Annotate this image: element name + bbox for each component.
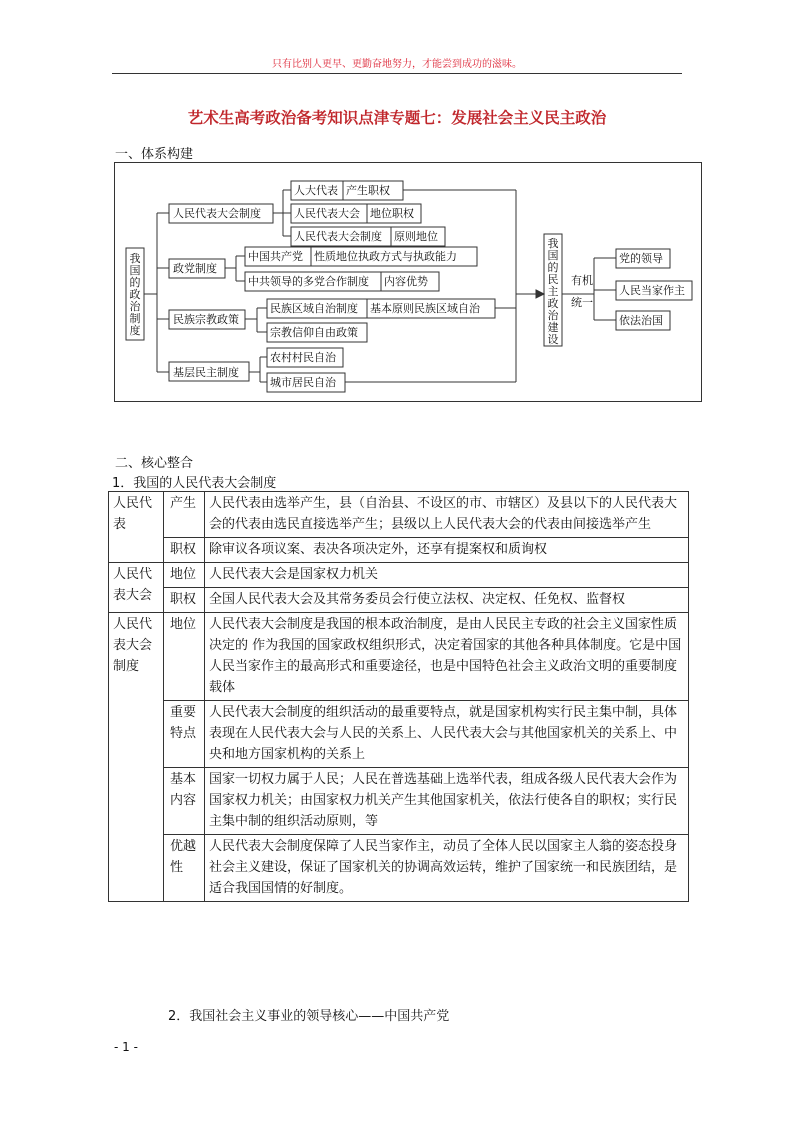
table-row xyxy=(109,835,689,902)
table-cell-aspect: 职权 xyxy=(164,588,205,613)
table-row xyxy=(109,538,689,563)
table-cell-aspect: 产生 xyxy=(164,492,205,538)
node-multiparty: 中共领导的多党合作制度 xyxy=(248,275,369,288)
table-cell-aspect: 优越性 xyxy=(164,835,205,902)
branch-ethnic-religion: 民族宗教政策 xyxy=(173,313,239,326)
table-cell-group: 人民代表 xyxy=(109,492,164,563)
root-char: 我 xyxy=(129,252,141,265)
table-cell-aspect: 基本内容 xyxy=(164,768,205,835)
center-char: 的 xyxy=(547,261,559,274)
table-cell-aspect: 地位 xyxy=(164,613,205,701)
root-char: 制 xyxy=(129,312,141,325)
link-label: 统一 xyxy=(571,296,593,309)
table-row xyxy=(109,768,689,835)
root-char: 国 xyxy=(129,264,141,277)
root-char: 的 xyxy=(129,276,141,289)
table-cell-content: 人民代表大会制度保障了人民当家作主，动员了全体人民以国家主人翁的姿态投身社会主义建设，保证了国家机关的协调高效运转，维护了国家统一和民族团结，是适合我国国情的好制度。 xyxy=(205,835,689,902)
node-deputies-detail: 产生职权 xyxy=(346,184,390,197)
table-cell-content: 全国人民代表大会及其常务委员会行使立法权、决定权、任免权、监督权 xyxy=(205,588,689,613)
table-cell-content: 人民代表大会是国家权力机关 xyxy=(205,563,689,588)
center-char: 主 xyxy=(547,285,559,298)
table-cell-aspect: 职权 xyxy=(164,538,205,563)
center-char: 建 xyxy=(547,321,559,334)
table-row xyxy=(109,701,689,768)
link-label: 有机 xyxy=(571,274,593,287)
table-row xyxy=(109,492,689,538)
document-title: 艺术生高考政治备考知识点津专题七：发展社会主义民主政治 xyxy=(187,108,607,127)
center-char: 国 xyxy=(547,249,559,262)
node-deputies: 人大代表 xyxy=(294,184,338,197)
table-row xyxy=(109,563,689,588)
node-village-autonomy: 农村村民自治 xyxy=(270,351,336,364)
node-regional-autonomy-detail: 基本原则民族区域自治 xyxy=(370,302,480,315)
table-cell-content: 人民代表大会制度的组织活动的最重要特点，就是国家机构实行民主集中制，具体表现在人民代表大会与人民的关系上、人民代表大会与其他国家机关的关系上、中央和地方国家机构的关系上 xyxy=(205,701,689,768)
table-cell-aspect: 地位 xyxy=(164,563,205,588)
center-char: 治 xyxy=(547,309,559,322)
node-npc-detail: 地位职权 xyxy=(370,207,414,220)
center-char: 政 xyxy=(547,297,559,310)
result-party-leadership: 党的领导 xyxy=(619,252,663,265)
table-cell-content: 人民代表由选举产生，县（自治县、不设区的市、市辖区）及县以下的人民代表大会的代表由选民直接选举产生；县级以上人民代表大会的代表由间接选举产生 xyxy=(205,492,689,538)
node-npc-system-detail: 原则地位 xyxy=(394,230,438,243)
branch-grassroots: 基层民主制度 xyxy=(173,366,239,379)
header-motto: 只有比别人更早、更勤奋地努力，才能尝到成功的滋味。 xyxy=(272,59,522,70)
table-cell-aspect: 重要特点 xyxy=(164,701,205,768)
center-char: 民 xyxy=(547,273,559,286)
npc-table xyxy=(108,491,689,902)
node-religious-freedom: 宗教信仰自由政策 xyxy=(270,326,358,339)
subsection-cpc: 2．我国社会主义事业的领导核心——中国共产党 xyxy=(168,1009,450,1024)
section-heading-system: 一、体系构建 xyxy=(115,147,194,162)
header-divider xyxy=(112,73,682,74)
branch-npc-system: 人民代表大会制度 xyxy=(173,207,261,220)
center-char: 我 xyxy=(547,237,559,250)
root-char: 治 xyxy=(129,300,141,313)
node-npc-system: 人民代表大会制度 xyxy=(294,230,382,243)
page-number: - 1 - xyxy=(114,1040,138,1054)
system-diagram xyxy=(114,162,702,402)
center-char: 设 xyxy=(547,333,559,346)
root-char: 度 xyxy=(129,324,141,337)
node-npc: 人民代表大会 xyxy=(294,207,360,220)
branch-party-system: 政党制度 xyxy=(173,262,217,275)
node-regional-autonomy: 民族区域自治制度 xyxy=(270,302,358,315)
node-urban-autonomy: 城市居民自治 xyxy=(270,376,336,389)
node-cpc: 中国共产党 xyxy=(248,250,303,263)
table-cell-content: 人民代表大会制度是我国的根本政治制度，是由人民民主专政的社会主义国家性质决定的 作为我国的国家政权组织形式，决定着国家的其他各种具体制度。它是中国人民当家作主的最高形式和重要途径，也是中国特色社会主义政治文明的重要制度载体 xyxy=(205,613,689,701)
result-people-masters: 人民当家作主 xyxy=(619,284,685,297)
section-heading-core: 二、核心整合 xyxy=(115,456,194,471)
node-cpc-detail: 性质地位执政方式与执政能力 xyxy=(314,250,457,263)
table-row xyxy=(109,613,689,701)
table-row xyxy=(109,588,689,613)
table-cell-group: 人民代表大会 xyxy=(109,563,164,613)
result-rule-of-law: 依法治国 xyxy=(619,314,663,327)
table-cell-content: 除审议各项议案、表决各项决定外，还享有提案权和质询权 xyxy=(205,538,689,563)
table-cell-group: 人民代表大会制度 xyxy=(109,613,164,902)
root-char: 政 xyxy=(129,288,141,301)
node-multiparty-detail: 内容优势 xyxy=(384,275,428,288)
subsection-npc: 1．我国的人民代表大会制度 xyxy=(112,476,277,491)
table-cell-content: 国家一切权力属于人民；人民在普选基础上选举代表，组成各级人民代表大会作为国家权力机关；由国家权力机关产生其他国家机关，依法行使各自的职权；实行民主集中制的组织活动原则，等 xyxy=(205,768,689,835)
